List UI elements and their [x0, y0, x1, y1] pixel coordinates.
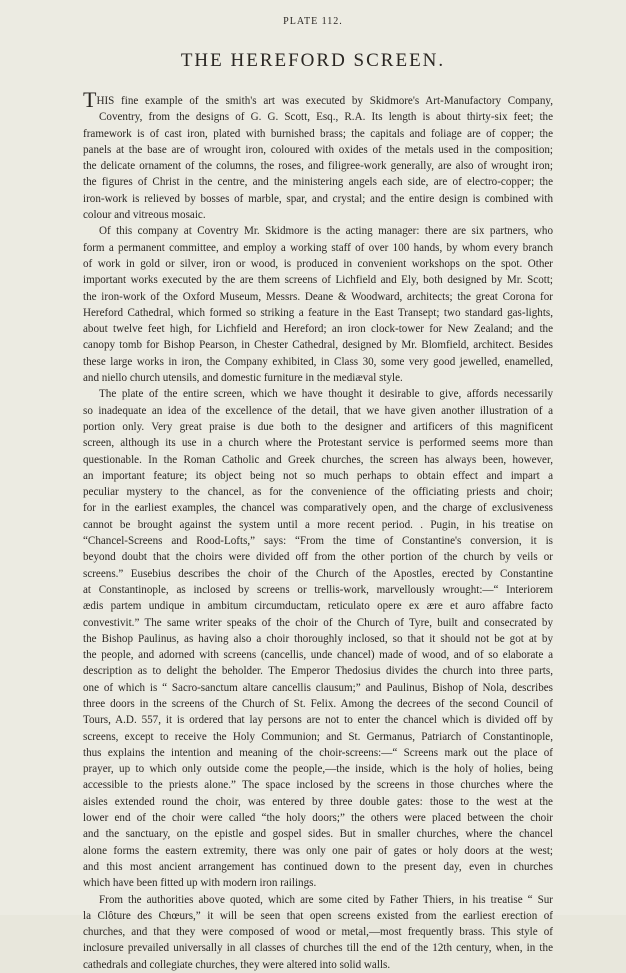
text-line — [83, 223, 553, 239]
text-line — [83, 337, 553, 353]
text-line-content: thus explains the intention and meaning of the choir-screens:—“ Screens mark out the place of — [83, 746, 553, 759]
text-line-content: the delicate ornament of the columns, the roses, and filigree-work generally, are also of wrought iron; — [83, 160, 553, 173]
text-line-content: the iron-work of the Oxford Museum, Messrs. Deane & Woodward, architects; the great Corona for — [83, 290, 553, 303]
text-line-content: HIS fine example of the smith's art was executed by Skidmore's Art-Manufactory Company, — [96, 95, 553, 107]
text-line — [83, 370, 553, 386]
text-line — [83, 696, 553, 712]
text-line-content: at Constantinople, as inclosed by screens or trellis-work, marvellously wrought:—“ Interiorem — [83, 583, 553, 596]
text-line — [83, 957, 553, 973]
text-line — [83, 908, 553, 924]
text-line-content: questionable. In the Roman Catholic and Greek churches, the screen has always been, however, — [83, 453, 553, 466]
text-line-content: churches, and that they were composed of wood or metal,—most frequently brass. This style of — [83, 926, 553, 939]
text-line-content: beyond doubt that the choirs were divided off from the other portion of the church by veils or — [83, 551, 553, 564]
text-line — [83, 517, 553, 533]
text-line-content: about twelve feet high, for Lichfield and Hereford; an iron clock-tower for New Zealand; and the — [83, 323, 553, 336]
text-line-content: framework is of cast iron, plated with burnished brass; the capitals and foliage are of copper; the — [83, 127, 553, 140]
text-line — [83, 631, 553, 647]
text-line-content: three doors in the screens of the Church of St. Felix. Among the decrees of the second Council of — [83, 697, 553, 710]
text-line-content: panels at the base are of wrought iron, coloured with oxides of the metals used in the composition; — [83, 143, 553, 156]
text-line-content: and niello church utensils, and domestic furniture in the mediæval style. — [83, 372, 403, 385]
text-line-content: la Clôture des Chœurs,” it will be seen that open screens existed from the earliest erection of — [83, 909, 553, 922]
plate-number: PLATE 112. — [283, 16, 343, 27]
text-line-content: cathedrals and collegiate churches, they were altered into solid walls. — [83, 958, 391, 971]
text-line-content: Tours, A.D. 557, it is ordered that lay persons are not to enter the chancel which is divided off by — [83, 714, 553, 727]
text-line — [83, 305, 553, 321]
text-line — [83, 533, 553, 549]
text-line-content: screens, except to receive the Holy Communion; and St. Germanus, Patriarch of Constantinople, — [83, 730, 553, 743]
text-line — [83, 272, 553, 288]
text-line-content: prayer, up to which only outside come the people,—the inside, which is the holy of holies, being — [83, 763, 553, 776]
text-line-content: for in the earliest examples, the chancel was comparatively open, and the charge of exclusiveness — [83, 502, 553, 515]
text-line-content: description as to delight the beholder. The Emperor Thedosius divides the church into three parts, — [83, 665, 553, 678]
text-line — [83, 87, 553, 112]
text-line-content: Coventry, from the designs of G. G. Scott, Esq., R.A. Its length is about thirty-six feet; the — [99, 111, 553, 124]
text-line-content: convestivit.” The same writer speaks of the choir of the Church of Tyre, built and consecrated by — [83, 616, 553, 629]
text-line — [83, 158, 553, 174]
text-line — [83, 777, 553, 793]
text-line — [83, 924, 553, 940]
text-line-content: Of this company at Coventry Mr. Skidmore is the acting manager: there are six partners, who — [99, 225, 553, 238]
text-line — [83, 142, 553, 158]
text-line — [83, 126, 553, 142]
text-line-content: ædis partem undique in ambitum circumductam, reticulato opere ex ære et auro affabre facto — [83, 600, 553, 613]
text-line — [83, 256, 553, 272]
text-line — [83, 549, 553, 565]
text-line-content: important works executed by the are them screens of Lichfield and Ely, both designed by Mr. Scott; — [83, 274, 553, 287]
text-line — [83, 386, 553, 402]
text-line-content: colour and vitreous mosaic. — [83, 209, 206, 222]
text-line — [83, 419, 553, 435]
text-line — [83, 712, 553, 728]
drop-cap: T — [83, 87, 97, 112]
text-line — [83, 647, 553, 663]
text-line-content: screen, although its use in a church where the Protestant service is performed seems more than — [83, 437, 553, 450]
text-line-content: these large works in iron, the Company exhibited, in Class 30, some very good jewelled, enamelled, — [83, 355, 553, 368]
text-line — [83, 354, 553, 370]
text-line-content: Hereford Cathedral, which formed so striking a feature in the East Transept; two standard gas-lights, — [83, 306, 553, 319]
text-line-content: aisles extended round the choir, was entered by three double gates: those to the west at the — [83, 795, 553, 808]
text-line-content: which have been fitted up with modern iron railings. — [83, 877, 317, 890]
text-line — [83, 598, 553, 614]
text-line-content: The plate of the entire screen, which we have thought it desirable to give, affords necessarily — [99, 388, 553, 401]
text-line — [83, 761, 553, 777]
text-line-content: so inadequate an idea of the excellence of the detail, that we have given another illustration of a — [83, 404, 553, 417]
text-line — [83, 843, 553, 859]
text-line — [83, 109, 553, 125]
text-line — [83, 940, 553, 956]
text-line — [83, 321, 553, 337]
text-line-content: alone forms the eastern extremity, there was only one pair of gates or holy doors at the west; — [83, 844, 553, 857]
text-line-content: screens.” Eusebius describes the choir of the Church of the Apostles, erected by Constantine — [83, 567, 553, 580]
text-line-content: “Chancel-Screens and Rood-Lofts,” says: “From the time of Constantine's conversion, it is — [83, 535, 553, 548]
text-line — [83, 468, 553, 484]
text-line — [83, 191, 553, 207]
text-line-content: the figures of Christ in the centre, and the ministering angels each side, are of electro-copper; the — [83, 176, 553, 189]
text-line-content: of work in gold or silver, iron or wood, is produced in convenient workshops on the spot. Other — [83, 257, 553, 270]
text-line-content: inclosure prevailed universally in all classes of churches till the end of the 12th century, when, in the — [83, 942, 553, 955]
text-line-content: lower end of the choir were called “the holy doors;” the others were placed between the choir — [83, 812, 553, 825]
text-line-content: and the sanctuary, on the epistle and gospel sides. But in smaller churches, where the chancel — [83, 828, 553, 841]
text-line — [83, 500, 553, 516]
text-line-content: canopy tomb for Bishop Pearson, in Chester Cathedral, designed by Mr. Blomfield, architect. Besides — [83, 339, 553, 352]
text-line — [83, 859, 553, 875]
text-line — [83, 484, 553, 500]
text-line-content: and this most ancient arrangement has continued down to the present day, even in churches — [83, 860, 553, 873]
text-line — [83, 452, 553, 468]
text-line — [83, 174, 553, 190]
text-line — [83, 566, 553, 582]
text-line — [83, 826, 553, 842]
text-line-content: the people, and adorned with screens (cancellis, unde chancel) made of wood, and of so elaborate a — [83, 649, 553, 662]
text-line — [83, 289, 553, 305]
text-line — [83, 745, 553, 761]
page-title: THE HEREFORD SCREEN. — [180, 50, 446, 71]
text-line — [83, 615, 553, 631]
text-line — [83, 875, 553, 891]
article-body — [83, 87, 553, 973]
text-line — [83, 729, 553, 745]
text-line-content: the Bishop Paulinus, as having also a choir thoroughly inclosed, so that it should not be got at by — [83, 632, 553, 645]
text-line — [83, 240, 553, 256]
text-line — [83, 794, 553, 810]
text-line — [83, 663, 553, 679]
text-line — [83, 435, 553, 451]
text-line-content: From the authorities above quoted, which are some cited by Father Thiers, in his treatise “ Sur — [99, 893, 553, 906]
text-line — [83, 810, 553, 826]
text-line — [83, 892, 553, 908]
text-line-content: portion only. Very great praise is due both to the designer and artificers of this magnificent — [83, 420, 553, 433]
text-line-content: form a permanent committee, and employ a working staff of over 100 hands, by whom every branch — [83, 241, 553, 254]
text-line-content: iron-work is relieved by bosses of marble, spar, and crystal; and the entire design is combined with — [83, 192, 553, 205]
text-line-content: peculiar mystery to the chancel, as for the convenience of the officiating priests and choir; — [83, 486, 553, 499]
text-line — [83, 207, 553, 223]
text-line-content: one of which is “ Sacro-sanctum altare cancellis clausum;” and Paulinus, Bishop of Nola, describes — [83, 681, 553, 694]
text-line — [83, 680, 553, 696]
text-line-content: cannot be brought against the system until a more recent period. . Pugin, in his treatise on — [83, 518, 553, 531]
text-line — [83, 582, 553, 598]
text-line — [83, 403, 553, 419]
text-line-content: an important feature; its object being not so much perhaps to obtain effect and impart a — [83, 469, 553, 482]
text-line-content: accessible to the priests alone.” The space inclosed by the screens in those churches where the — [83, 779, 553, 792]
